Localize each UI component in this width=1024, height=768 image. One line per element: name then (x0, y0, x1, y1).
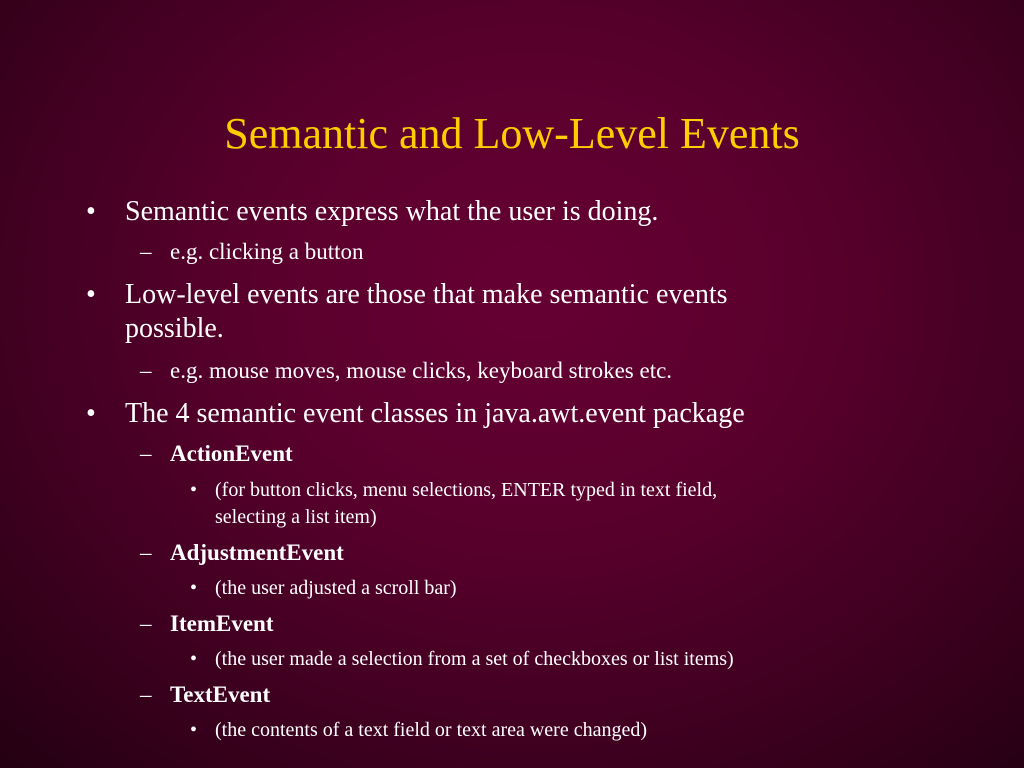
event-class-detail: (the user made a selection from a set of checkboxes or list items) (215, 648, 734, 670)
class-marker: – (140, 611, 152, 636)
class-marker: – (140, 682, 152, 707)
sub-bullet-text: e.g. clicking a button (170, 239, 364, 264)
sub-bullet-marker: – (140, 239, 152, 264)
event-class-name: ActionEvent (170, 441, 293, 466)
event-class-detail: (the user adjusted a scroll bar) (215, 577, 457, 599)
bullet-marker: • (86, 196, 96, 227)
event-class-name: AdjustmentEvent (170, 540, 344, 565)
bullet-text: The 4 semantic event classes in java.awt.event package (125, 398, 745, 429)
sub-bullet-marker: – (140, 358, 152, 383)
event-class-name: ItemEvent (170, 611, 274, 636)
event-class-detail-line-2: selecting a list item) (215, 506, 377, 528)
bullet-text-line-2: possible. (125, 313, 224, 344)
detail-marker: • (190, 648, 198, 670)
bullet-marker: • (86, 398, 96, 429)
event-class-detail-line-1: (for button clicks, menu selections, ENTER typed in text field, (215, 479, 718, 501)
event-class-detail: (the contents of a text field or text area were changed) (215, 719, 648, 741)
slide-title: Semantic and Low-Level Events (224, 109, 800, 158)
class-marker: – (140, 540, 152, 565)
detail-marker: • (190, 719, 198, 741)
event-class-name: TextEvent (170, 682, 271, 707)
detail-marker: • (190, 479, 198, 501)
class-marker: – (140, 441, 152, 466)
detail-marker: • (190, 577, 198, 599)
bullet-text: Semantic events express what the user is doing. (125, 196, 659, 227)
sub-bullet-text: e.g. mouse moves, mouse clicks, keyboard strokes etc. (170, 358, 673, 383)
bullet-text-line-1: Low-level events are those that make semantic events (125, 279, 728, 310)
bullet-marker: • (86, 279, 96, 310)
